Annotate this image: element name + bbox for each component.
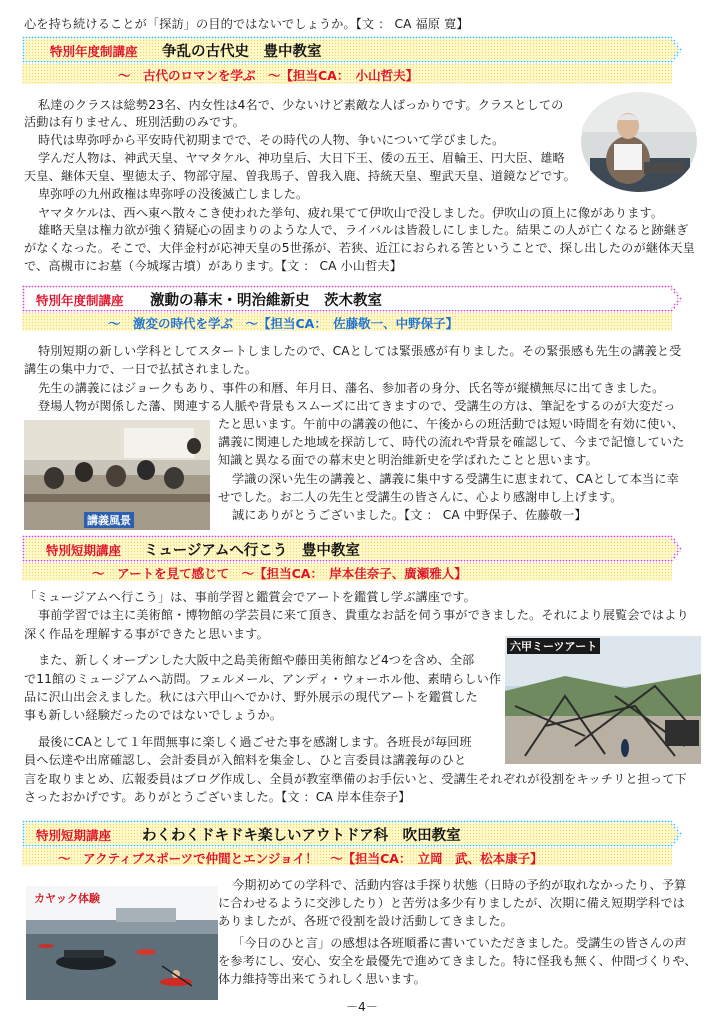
section2-label: 特別年度制講座 bbox=[36, 293, 124, 308]
section4-line: を参考にし、安心、安全を最優先で進めてきました。特に怪我も無く、仲間づくりや、 bbox=[218, 954, 697, 968]
section1-instructor-photo bbox=[580, 92, 698, 192]
section4-label: 特別短期講座 bbox=[36, 828, 112, 843]
section4-line: 体力維持等出来てうれしく思います。 bbox=[218, 972, 426, 986]
section4-photo-caption: カヤック体験 bbox=[34, 892, 100, 905]
section4-line: に合わせるように交渉したり）と苦労は多少有りましたが、次期に備え短期学科では bbox=[218, 896, 685, 910]
section4-line: 今期初めての学科で、活動内容は手探り状態（日時の予約が取れなかったり、予算 bbox=[232, 878, 687, 892]
section1-banner bbox=[22, 36, 682, 86]
section3-line: 最後にCAとして１年間無事に楽しく過ごせた事を感謝します。各班長が毎回班 bbox=[38, 735, 472, 749]
page-number: －4－ bbox=[346, 1000, 378, 1014]
section2-title: 激動の幕末・明治維新史 茨木教室 bbox=[150, 293, 382, 309]
section3-subtitle: ～ アートを見て感じて ～【担当CA： 岸本佳奈子、廣瀬雅人】 bbox=[92, 566, 467, 581]
section4-title: わくわくドキドキ楽しいアウトドア科 吹田教室 bbox=[142, 828, 461, 844]
section3-line: 員へ伝達や出席確認し、会計委員が入館料を集金し、ひと言委員は講義毎のひと bbox=[24, 753, 467, 767]
section4-kayak-photo bbox=[26, 886, 218, 1000]
section1-line: で、高槻市にお墓（今城塚古墳）があります。【文 ： CA 小山哲夫】 bbox=[24, 259, 402, 273]
section3-banner bbox=[22, 535, 682, 583]
section1-line: 時代は卑弥呼から平安時代初期までで、その時代の人物、争いについて学びました。 bbox=[38, 133, 505, 147]
section3-line: で11館のミュージアムへ訪問。フェルメール、アンディ・ウォーホル他、素晴らしい作 bbox=[24, 672, 502, 686]
section3-title: ミュージアムへ行こう 豊中教室 bbox=[144, 543, 360, 559]
section3-line: 事前学習では主に美術館・博物館の学芸員に来て頂き、貴重なお話を伺う事ができました。それにより展覧会ではより bbox=[38, 608, 689, 622]
section1-line: 天皇、継体天皇、聖徳太子、物部守屋、曽我馬子、曽我入鹿、持統天皇、聖武天皇、道鏡などです。 bbox=[24, 169, 576, 183]
section3-line: 事も新しい経験だったのではないでしょうか。 bbox=[24, 708, 283, 722]
section1-title: 争乱の古代史 豊中教室 bbox=[162, 44, 322, 60]
section3-art-photo bbox=[505, 636, 701, 764]
section3-photo-caption: 六甲ミーツアート bbox=[507, 638, 600, 654]
section3-line: 「ミュージアムへ行こう」は、事前学習と鑑賞会でアートを鑑賞し学ぶ講座です。 bbox=[24, 590, 476, 604]
section1-line: 私達のクラスは総勢23名、内女性は4名で、少ないけど素敵な人ばっかりです。クラスとしての bbox=[38, 98, 564, 112]
section4-banner bbox=[22, 820, 682, 868]
section1-line: 卑弥呼の九州政権は卑弥呼の没後滅亡しました。 bbox=[38, 187, 309, 201]
section1-label: 特別年度制講座 bbox=[50, 44, 138, 59]
section1-line: 雄略天皇は権力欲が強く猜疑心の固まりのような人で、ライバルは皆殺しにしました。結果この人が亡くなると跡継ぎ bbox=[38, 223, 689, 237]
section1-subtitle: ～ 古代のロマンを学ぶ ～【担当CA： 小山哲夫】 bbox=[118, 68, 419, 83]
section3-line: また、新しくオープンした大阪中之島美術館や藤田美術館など4つを含め、全部 bbox=[38, 653, 475, 667]
section1-line: 活動は有りません、班別活動のみです。 bbox=[24, 115, 245, 129]
section3-line: 品に沢山出会えました。秋には六甲山へでかけ、野外展示の現代アートを鑑賞した bbox=[24, 690, 478, 704]
section2-line: 学識の深い先生の講義と、講義に集中する受講生に恵まれて、CAとして本当に幸 bbox=[232, 472, 679, 486]
art-photo-graphic bbox=[505, 636, 701, 764]
section1-line: 学んだ人物は、神武天皇、ヤマタケル、神功皇后、大日下王、倭の五王、眉輪王、円大臣、雄略 bbox=[38, 151, 565, 165]
section2-line: せでした。お二人の先生と受講生の皆さんに、心より感謝申し上げます。 bbox=[218, 490, 623, 504]
section4-line: ありましたが、各班で役割を設け活動してきました。 bbox=[218, 914, 513, 928]
section2-line: たと思います。午前中の講義の他に、午後からの班活動では短い時間を有効に使い、 bbox=[218, 417, 684, 431]
section2-subtitle: ～ 激変の時代を学ぶ ～【担当CA： 佐藤敬一、中野保子】 bbox=[108, 316, 459, 331]
section3-label: 特別短期講座 bbox=[46, 543, 122, 558]
section2-banner bbox=[22, 285, 682, 333]
section3-line: 深く作品を理解する事ができたと思います。 bbox=[24, 627, 269, 641]
instructor-photo-graphic bbox=[580, 92, 698, 192]
section4-line: 「今日のひと言」の感想は各班順番に書いていただきました。受講生の皆さんの声 bbox=[232, 936, 687, 950]
section3-line: 言を取りまとめ、広報委員はブログ作成し、全員が教室準備のお手伝いと、受講生それぞれが役割をキッチリと担って下 bbox=[24, 772, 687, 786]
intro-line: 心を持ち続けることが「探訪」の目的ではないでしょうか。【文 ： CA 福原 寛】 bbox=[24, 17, 469, 31]
section2-line: 講生の集中力で、一日で払拭されました。 bbox=[24, 362, 258, 376]
section1-line: がなくなった。そこで、大伴金村が応神天皇の5世孫が、若狭、近江におられる筈ということで、探し出したのが継体天皇 bbox=[24, 241, 695, 255]
section2-line: 講義に関連した地域を探訪して、時代の流れや背景を確認して、今まで記憶していた bbox=[218, 435, 685, 449]
section3-line: さったおかげです。ありがとうございました。【文 ：CA 岸本佳奈子】 bbox=[24, 790, 411, 804]
section2-line: 先生の講義にはジョークもあり、事件の和暦、年月日、藩名、参加者の身分、氏名等が縦横無尽に出てきました。 bbox=[38, 381, 665, 395]
section2-lecture-photo bbox=[24, 420, 210, 530]
section2-photo-caption: 講義風景 bbox=[84, 512, 134, 528]
section4-subtitle: ～ アクティブスポーツで仲間とエンジョイ！ ～【担当CA： 立岡 武、松本康子】 bbox=[58, 851, 543, 866]
section2-line: 特別短期の新しい学科としてスタートしましたので、CAとしては緊張感が有りました。その緊張感も先生の講義と受 bbox=[38, 344, 682, 358]
section1-line: ヤマタケルは、西へ東へ散々こき使われた挙句、疲れ果てて伊吹山で没しました。伊吹山の頂上に像があります。 bbox=[38, 206, 664, 220]
section2-line: 誠にありがとうございました。【文 ： CA 中野保子、佐藤敬一】 bbox=[232, 508, 587, 522]
section2-line: 知識と異なる面での幕末史と明治維新史を学ばれたことと思います。 bbox=[218, 453, 598, 467]
section2-line: 登場人物が関係した藩、関連する人脈や背景もスムーズに出てきますので、受講生の方は、筆記をするのが大変だっ bbox=[38, 399, 676, 413]
